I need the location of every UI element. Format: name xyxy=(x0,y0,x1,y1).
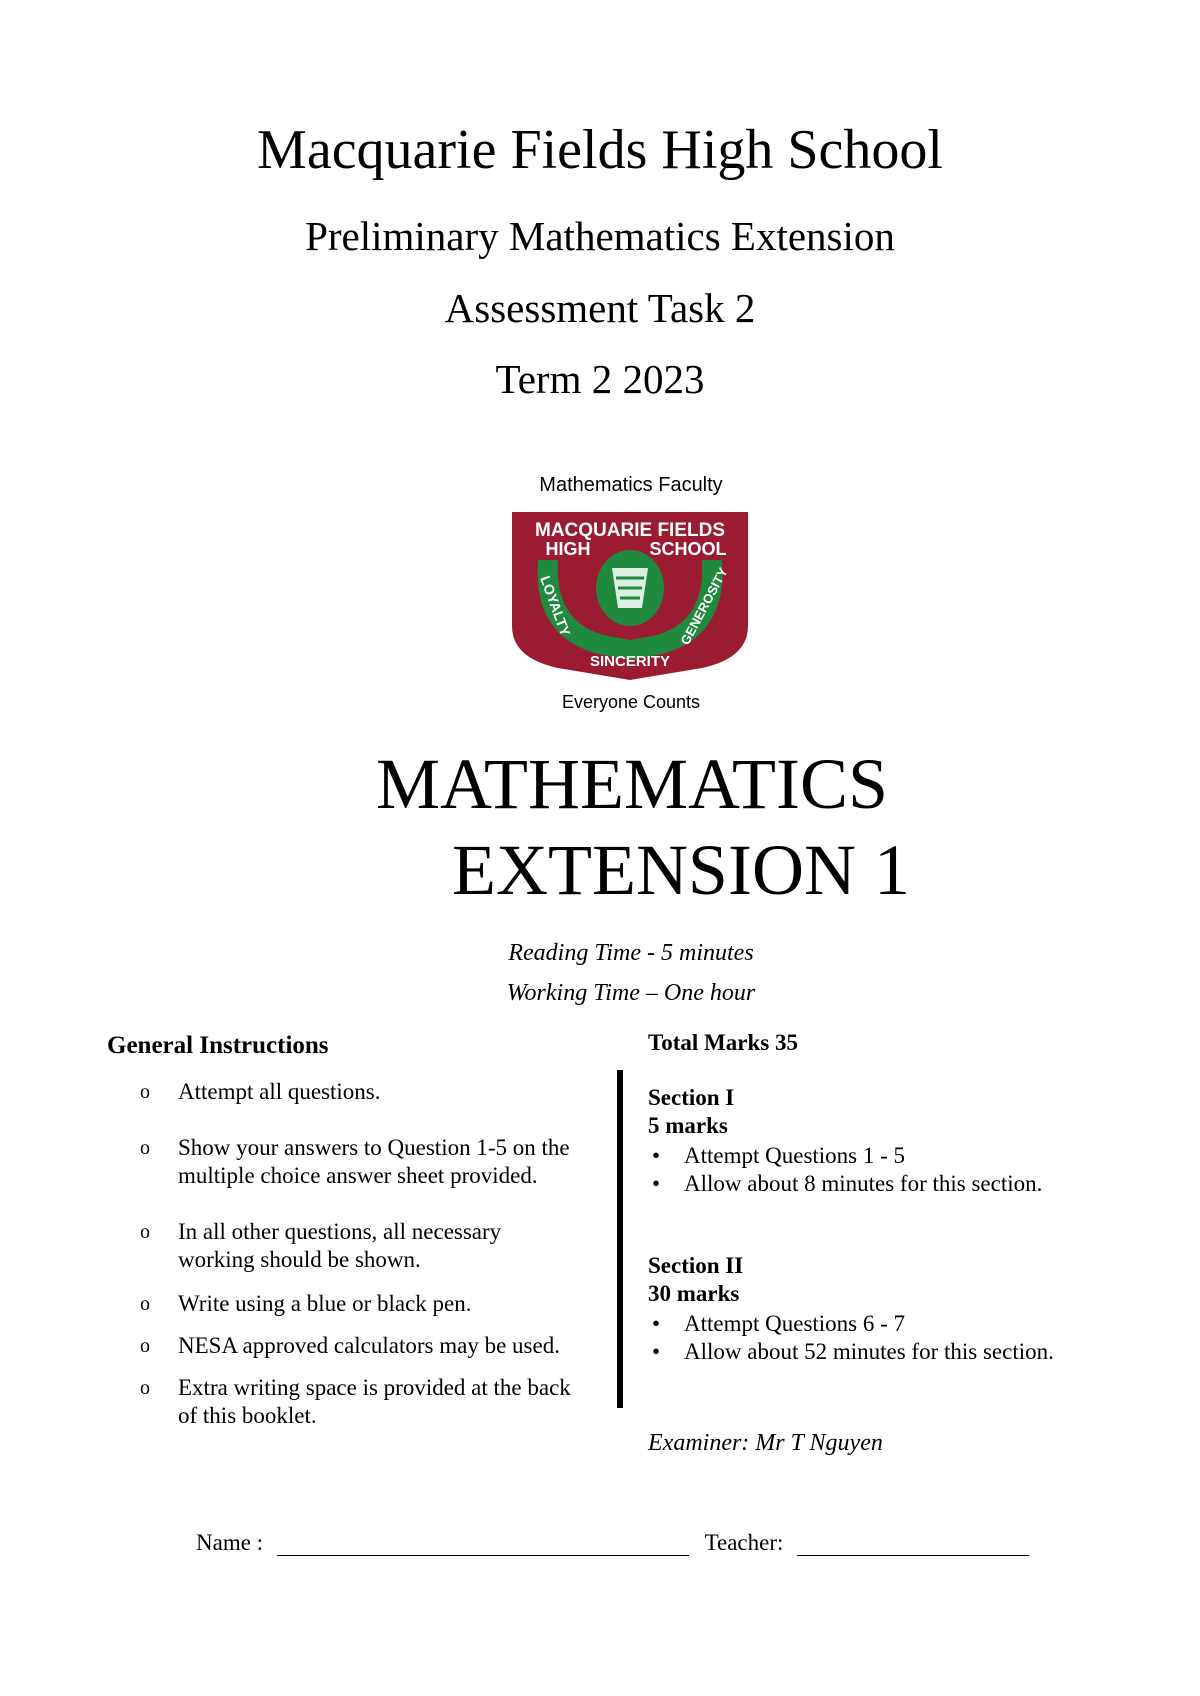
name-label: Name : xyxy=(196,1530,264,1555)
crest-name-line2-left: HIGH xyxy=(545,539,591,559)
section-item xyxy=(648,1310,1054,1338)
section-title: Section II xyxy=(648,1253,744,1278)
subject-line-1: MATHEMATICS xyxy=(376,744,889,824)
section-item xyxy=(648,1170,1042,1198)
vertical-divider xyxy=(617,1070,623,1408)
instruction-item xyxy=(140,1218,580,1274)
instruction-text: NESA approved calculators may be used. xyxy=(178,1333,560,1358)
faculty-label: Mathematics Faculty xyxy=(539,474,723,496)
section-items xyxy=(648,1310,1054,1366)
bullet-icon: • xyxy=(652,1171,661,1196)
instruction-text: Show your answers to Question 1-5 on the multiple choice answer sheet provided. xyxy=(178,1135,570,1188)
reading-time: Reading Time - 5 minutes xyxy=(508,940,754,966)
name-teacher-row xyxy=(196,1530,1029,1556)
section-marks: 30 marks xyxy=(648,1281,740,1306)
instruction-item xyxy=(140,1332,580,1360)
section-item-text: Attempt Questions 1 - 5 xyxy=(684,1143,906,1168)
crest-value-sincerity: SINCERITY xyxy=(589,653,671,670)
school-crest-logo xyxy=(502,508,758,680)
school-motto: Everyone Counts xyxy=(561,692,701,712)
section-marks: 5 marks xyxy=(648,1113,728,1138)
examiner: Examiner: Mr T Nguyen xyxy=(648,1430,883,1456)
general-instructions-title: General Instructions xyxy=(107,1032,329,1059)
section-item xyxy=(648,1142,1042,1170)
course-title: Preliminary Mathematics Extension xyxy=(305,213,895,259)
instruction-text: In all other questions, all necessary working should be shown. xyxy=(178,1219,502,1272)
instruction-text: Extra writing space is provided at the back of this booklet. xyxy=(178,1375,571,1428)
instructions-list xyxy=(140,1078,580,1430)
instruction-item xyxy=(140,1290,580,1318)
circle-bullet-icon: o xyxy=(140,1293,150,1315)
instruction-item xyxy=(140,1374,580,1430)
section-2 xyxy=(648,1252,1054,1366)
circle-bullet-icon: o xyxy=(140,1221,150,1243)
section-item-text: Attempt Questions 6 - 7 xyxy=(684,1311,906,1336)
teacher-field[interactable] xyxy=(797,1533,1029,1556)
school-name: Macquarie Fields High School xyxy=(257,119,943,181)
section-title: Section I xyxy=(648,1085,735,1110)
bullet-icon: • xyxy=(652,1339,661,1364)
circle-bullet-icon: o xyxy=(140,1377,150,1399)
circle-bullet-icon: o xyxy=(140,1081,150,1103)
bullet-icon: • xyxy=(652,1143,661,1168)
instruction-text: Attempt all questions. xyxy=(178,1079,381,1104)
circle-bullet-icon: o xyxy=(140,1335,150,1357)
section-item-text: Allow about 8 minutes for this section. xyxy=(684,1171,1043,1196)
section-item-text: Allow about 52 minutes for this section. xyxy=(684,1339,1054,1364)
subject-line-2: EXTENSION 1 xyxy=(452,830,910,910)
crest-name-line2-right: SCHOOL xyxy=(649,539,727,559)
crest-value-loyalty: LOYALTY xyxy=(537,573,574,639)
instruction-item xyxy=(140,1078,580,1106)
instruction-item xyxy=(140,1134,580,1190)
section-items xyxy=(648,1142,1042,1198)
instruction-text: Write using a blue or black pen. xyxy=(178,1291,472,1316)
crest-name-line1: MACQUARIE FIELDS xyxy=(535,520,725,541)
teacher-label: Teacher: xyxy=(704,1530,784,1555)
section-1 xyxy=(648,1084,1042,1198)
term-year: Term 2 2023 xyxy=(495,356,705,402)
assessment-task: Assessment Task 2 xyxy=(444,285,756,331)
working-time: Working Time – One hour xyxy=(506,980,756,1006)
crest-value-generosity: GENEROSITY xyxy=(677,565,731,648)
total-marks: Total Marks 35 xyxy=(648,1030,798,1055)
bullet-icon: • xyxy=(652,1311,661,1336)
circle-bullet-icon: o xyxy=(140,1137,150,1159)
section-item xyxy=(648,1338,1054,1366)
name-field[interactable] xyxy=(277,1533,689,1556)
